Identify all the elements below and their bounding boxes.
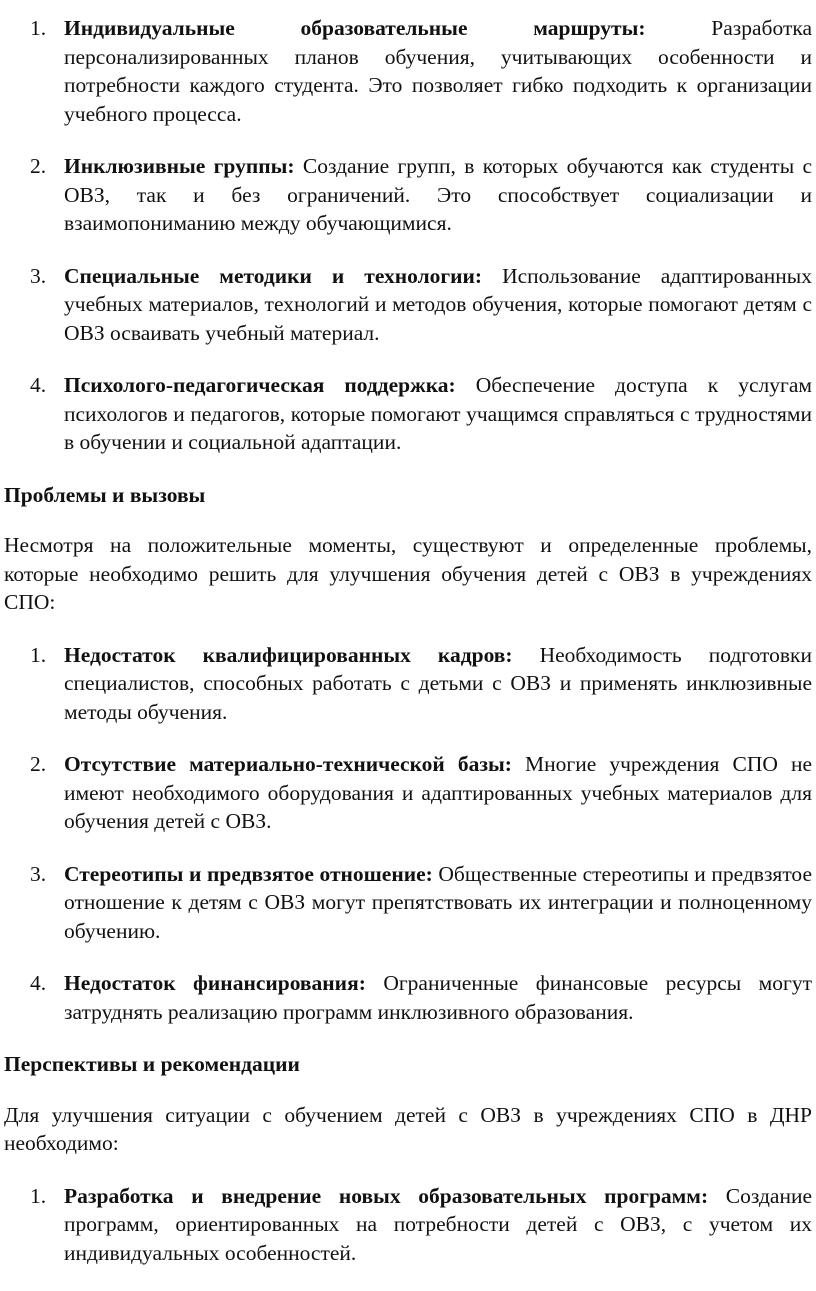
list-item-text: Использование адаптированных учебных материалов, технологий и методов обучения, которые помогают детям с ОВЗ осваивать учебный материал. <box>64 263 812 345</box>
list-item-term: Психолого-педагогическая поддержка: <box>64 373 456 397</box>
list-item-text: Обеспечение доступа к услугам психологов и педагогов, которые помогают учащимся справляться с трудностями в обучении и социальной адаптации. <box>64 373 813 454</box>
list-item <box>4 750 812 836</box>
list-item <box>4 1182 812 1268</box>
list-number: 2. <box>30 752 47 776</box>
list-number: 3. <box>30 263 47 288</box>
list-number: 4. <box>30 373 47 397</box>
list-item-text: Необходимость подготовки специалистов, способных работать с детьми с ОВЗ и применять инклюзивные методы обучения. <box>64 642 812 724</box>
list-item <box>4 14 812 128</box>
list-item <box>4 371 812 457</box>
list-number: 4. <box>30 971 47 995</box>
section-intro-problems: Несмотря на положительные моменты, существуют и определенные проблемы, которые необходимо решить для улучшения обучения детей с ОВЗ в учреждениях СПО: <box>4 533 812 614</box>
list-item-term: Недостаток финансирования: <box>64 971 366 995</box>
list-item-text: Многие учреждения СПО не имеют необходимого оборудования и адаптированных учебных материалов для обучения детей с ОВЗ. <box>64 752 812 833</box>
list-item-text: Создание программ, ориентированных на потребности детей с ОВЗ, с учетом их индивидуальных особенностей. <box>64 1183 812 1265</box>
list-number: 2. <box>30 154 47 178</box>
list-item <box>4 860 812 946</box>
list-item <box>4 641 812 727</box>
list-item-text: Общественные стереотипы и предвзятое отношение к детям с ОВЗ могут препятствовать их интеграции и полноценному обучению. <box>64 861 812 943</box>
list-item-term: Стереотипы и предвзятое отношение: <box>64 861 433 886</box>
section-intro-recommendations: Для улучшения ситуации с обучением детей с ОВЗ в учреждениях СПО в ДНР необходимо: <box>4 1102 812 1155</box>
problems-list <box>4 641 812 1027</box>
section-heading-recommendations: Перспективы и рекомендации <box>4 1052 300 1076</box>
forms-list <box>4 14 812 457</box>
list-item-term: Разработка и внедрение новых образовательных программ: <box>64 1183 709 1208</box>
document-page <box>4 14 812 1291</box>
list-item-term: Отсутствие материально-технической базы: <box>64 752 512 776</box>
list-item <box>4 262 812 348</box>
list-item-text: Создание групп, в которых обучаются как студенты с ОВЗ, так и без ограничений. Это способствует социализации и взаимопониманию между обучающимися. <box>64 154 813 235</box>
list-number: 1. <box>30 16 47 40</box>
list-number: 1. <box>30 1183 47 1208</box>
list-item-term: Недостаток квалифицированных кадров: <box>64 642 513 667</box>
list-number: 1. <box>30 642 47 667</box>
list-number: 3. <box>30 861 47 886</box>
list-item-term: Специальные методики и технологии: <box>64 263 483 288</box>
section-heading-problems: Проблемы и вызовы <box>4 482 206 507</box>
list-item-text: Разработка персонализированных планов обучения, учитывающих особенности и потребности каждого студента. Это позволяет гибко подходить к организации учебного процесса. <box>64 16 812 126</box>
list-item-term: Индивидуальные образовательные маршруты: <box>64 16 646 40</box>
recommendations-list <box>4 1182 812 1268</box>
list-item-term: Инклюзивные группы: <box>64 154 295 178</box>
list-item <box>4 969 812 1026</box>
list-item-text: Ограниченные финансовые ресурсы могут затруднять реализацию программ инклюзивного образования. <box>64 971 812 1024</box>
list-item <box>4 152 812 238</box>
